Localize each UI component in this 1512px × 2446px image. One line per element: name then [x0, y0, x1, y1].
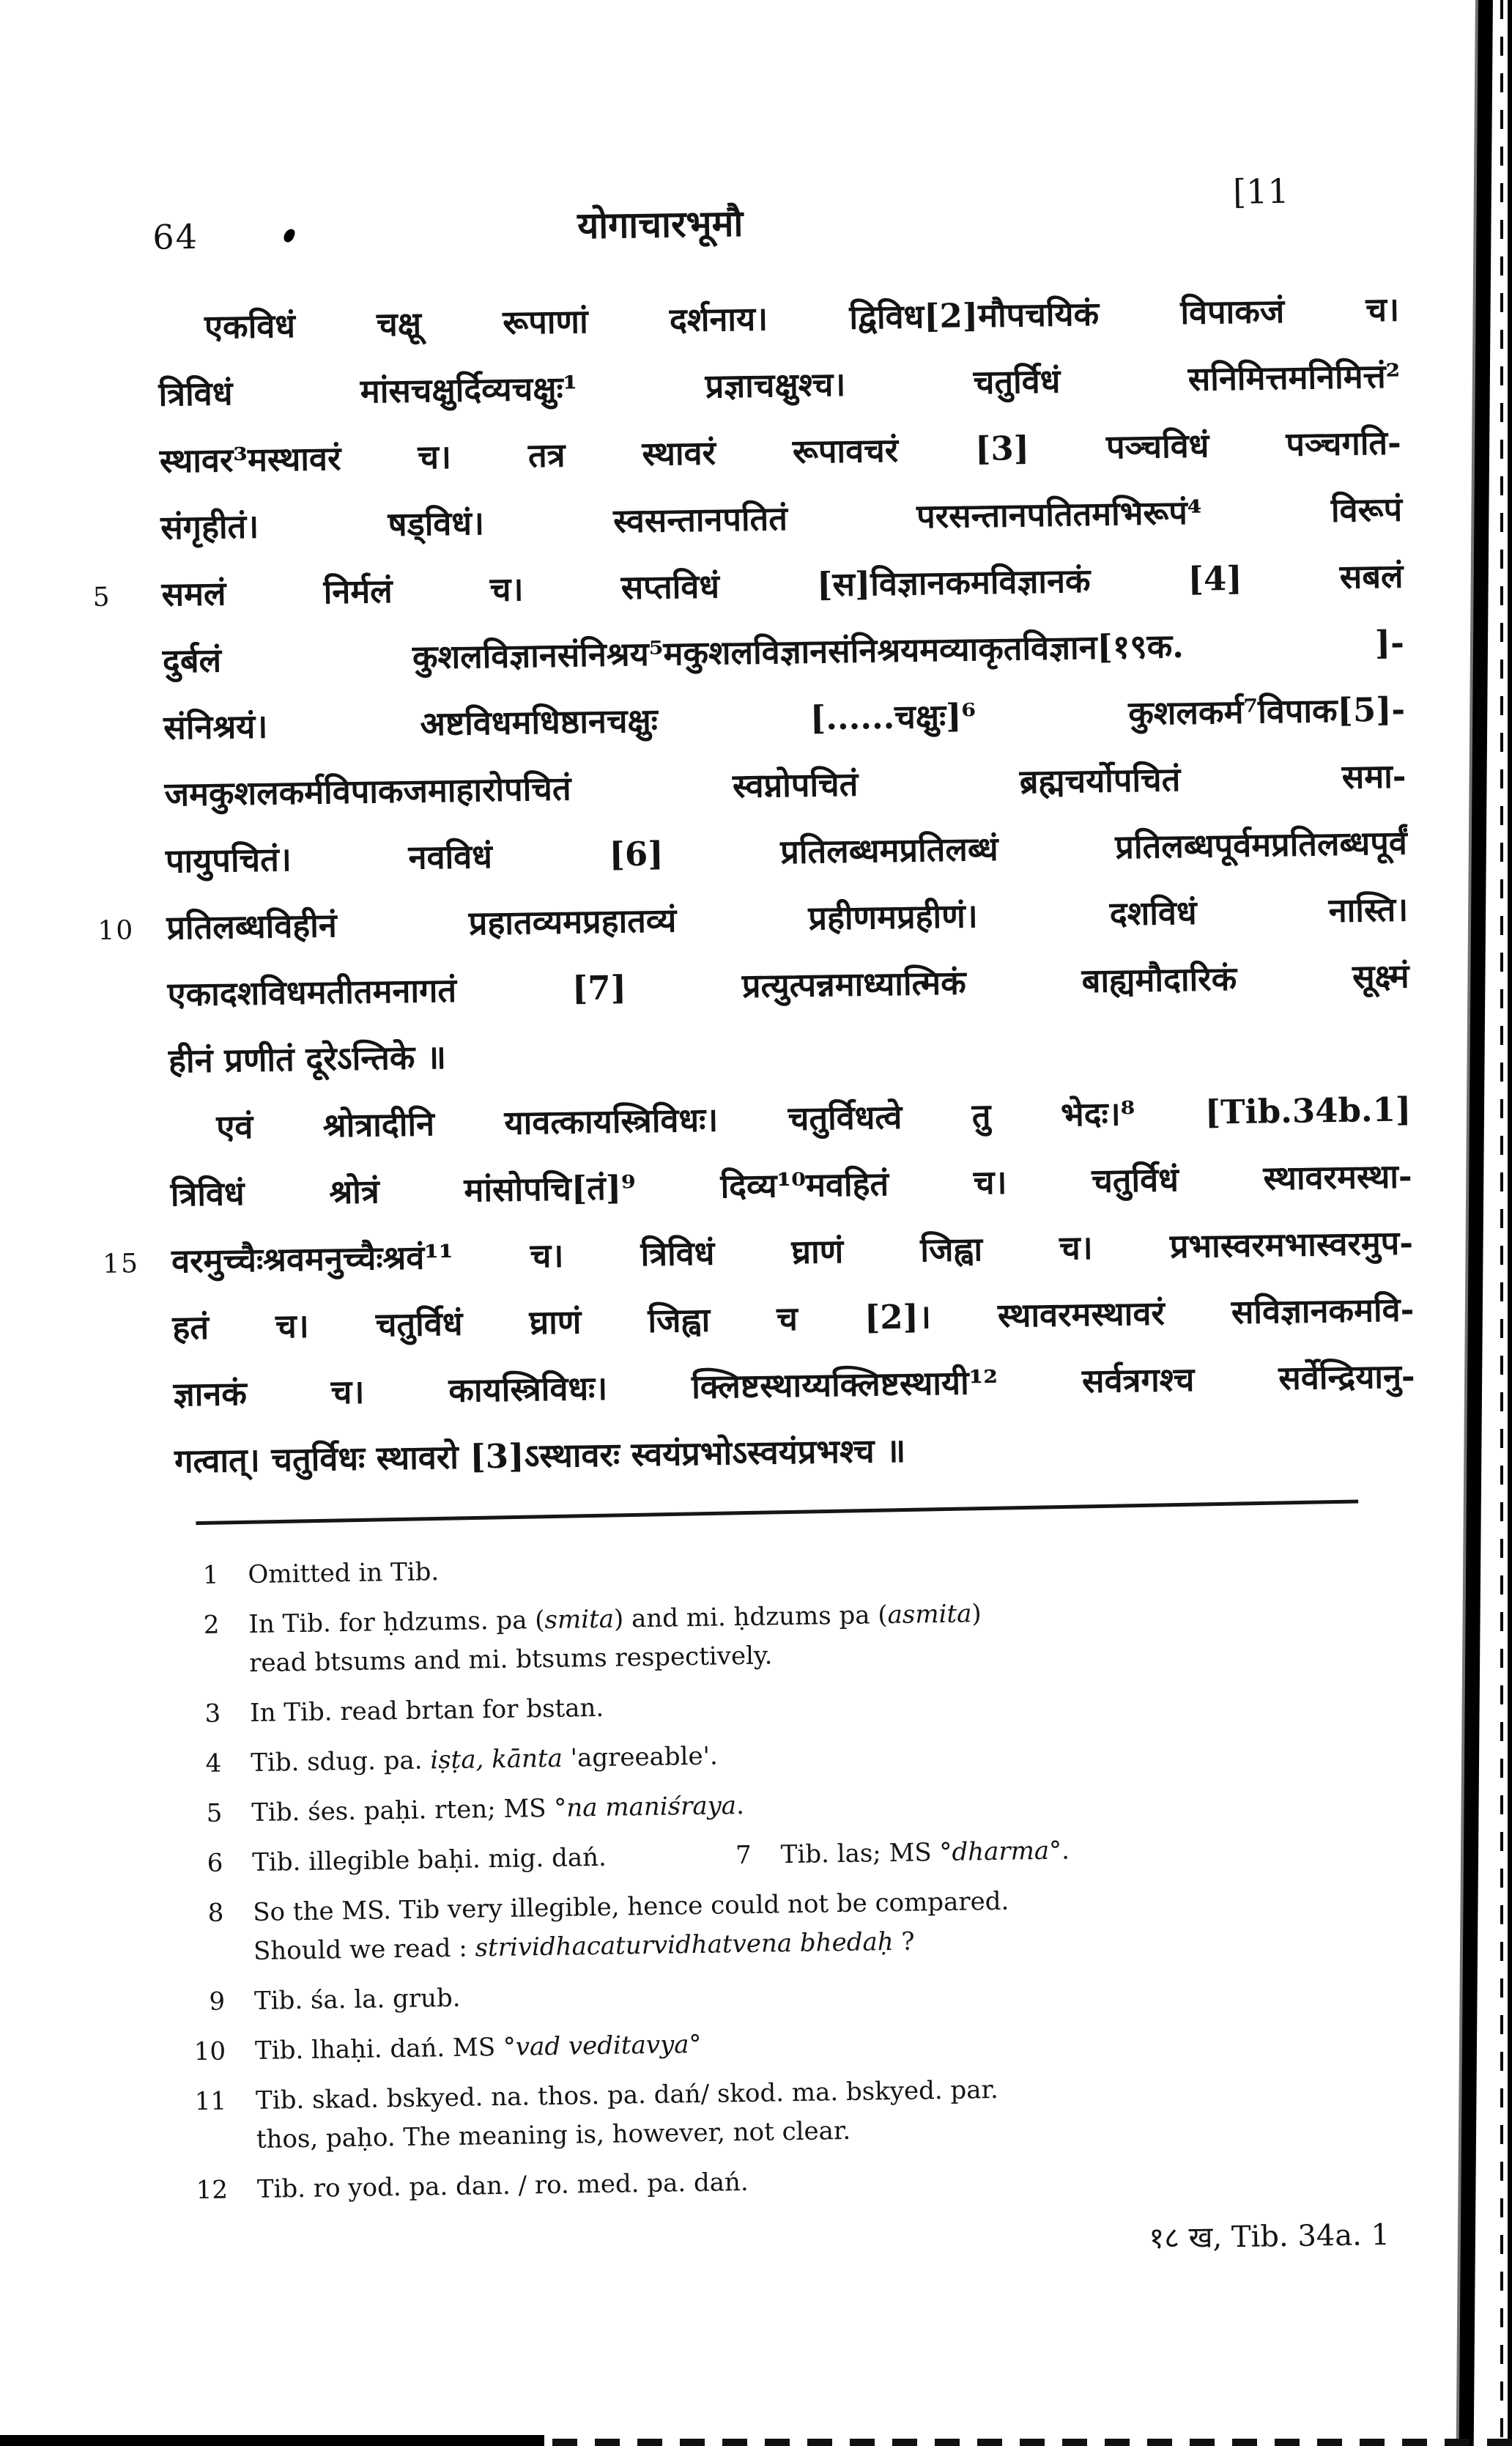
footnote-text-segment: ° — [689, 2030, 702, 2060]
footnote-text-segment: So the MS. Tib very illegible, hence could not be compared. — [253, 1886, 1009, 1928]
margin-line-number: 5 — [92, 582, 111, 613]
footnote-row — [178, 1677, 1420, 1734]
footnote-row — [177, 1588, 1419, 1684]
footnote-number: 10 — [193, 2036, 226, 2067]
footnote-row — [179, 1776, 1422, 1833]
footnote-row — [185, 2154, 1428, 2211]
footnote-rule — [196, 1499, 1358, 1525]
body-line-text: एवं श्रोत्रादीनि यावत्कायस्त्रिविधः। चतुर्विधत्वे तु भेदः।⁸ [Tib.34b.1] — [216, 1090, 1412, 1147]
footnote-text-segment: Tib. śa. la. grub. — [253, 1984, 461, 2017]
margin-line-number: 10 — [97, 915, 135, 946]
footnote-text-segment: ) — [971, 1599, 982, 1629]
footnote-text — [254, 1979, 461, 2021]
body-line-text: दुर्बलं कुशलविज्ञानसंनिश्रय⁵मकुशलविज्ञानसंनिश्रयमव्याकृतविज्ञान[१९क. ]- — [162, 623, 1405, 681]
body-line-text: स्थावर³मस्थावरं च। तत्र स्थावरं रूपावचरं [3] पञ्चविधं पञ्चगति- — [159, 423, 1402, 481]
running-head — [152, 171, 1398, 277]
footnote-row — [181, 1876, 1423, 1972]
footnote-number: 11 — [194, 2086, 227, 2117]
footnote-number: 3 — [204, 1699, 221, 1729]
footnote-text — [251, 1737, 718, 1783]
body-line-text: समलं निर्मलं च। सप्तविधं [स]विज्ञानकमविज्ञानकं [4] सबलं — [161, 556, 1404, 614]
scan-edge-dashed-line — [1500, 0, 1503, 2446]
footnote-row — [184, 2065, 1426, 2161]
footnote-text-segment: . — [735, 1791, 745, 1821]
footnote-text-italic: strividhacaturvidhatvena bhedaḥ — [475, 1927, 894, 1963]
footnote-text-segment: In Tib. for ḥdzums. pa ( — [248, 1606, 545, 1640]
footnotes-section — [176, 1538, 1427, 2210]
footnote-row — [182, 1965, 1425, 2022]
footnote-number: 7 — [735, 1841, 752, 1871]
footnote-text-italic: vad veditavya — [515, 2030, 689, 2062]
footnote-text-segment: Tib. ro yod. pa. dan. / ro. med. pa. dań. — [256, 2168, 749, 2205]
body-line-text: एकविधं चक्षू रूपाणां दर्शनाय। द्विविध[2]मौपचयिकं विपाकजं च। — [204, 289, 1400, 347]
footnote-text-segment: ? — [893, 1926, 915, 1957]
footnote-1 — [176, 1553, 439, 1595]
footnote-text — [780, 1832, 1070, 1875]
footnote-11 — [184, 2071, 999, 2161]
footnote-number: 4 — [205, 1748, 222, 1779]
body-line-text: गत्वात्। चतुर्विधः स्थावरो [3]ऽस्थावरः स्वयंप्रभोऽस्वयंप्रभश्च ॥ — [174, 1430, 906, 1481]
footnote-text — [251, 1787, 744, 1833]
footnote-text-segment: Tib. sdug. pa. — [250, 1745, 431, 1778]
footnote-number: 12 — [196, 2175, 229, 2206]
ink-speck — [282, 227, 296, 243]
body-line-text: संनिश्रयं। अष्टविधमधिष्ठानचक्षुः [......चक्षुः]⁶ कुशलकर्म⁷विपाक[5]- — [163, 690, 1406, 747]
footnote-text-segment: read btsums and mi. btsums respectively. — [248, 1641, 773, 1679]
footnote-text — [257, 2163, 749, 2209]
footnote-3 — [178, 1689, 604, 1734]
scan-edge-outer-line — [1508, 0, 1512, 2446]
body-line-text: संगृहीतं। षड्विधं। स्वसन्तानपतितं परसन्तानपतितमभिरूपं⁴ विरूपं — [160, 489, 1403, 547]
footnote-text-segment: Tib. illegible baḥi. mig. dań. — [251, 1842, 607, 1878]
footnote-text-segment: Tib. śes. paḥi. rten; MS ° — [251, 1793, 567, 1828]
margin-line-number: 15 — [102, 1249, 140, 1279]
footnote-text-italic: iṣṭa, kānta — [430, 1743, 563, 1776]
body-line-text: एकादशविधमतीतमनागतं [7] प्रत्युत्पन्नमाध्यात्मिकं बाह्यमौदारिकं सूक्ष्मं — [167, 956, 1409, 1014]
footnote-text-segment: 'agreeable'. — [562, 1741, 719, 1773]
footnote-text-segment: Tib. las; MS ° — [780, 1837, 952, 1870]
footnote-text-italic: dharma — [952, 1836, 1050, 1867]
footnote-text-italic: na maniśraya — [566, 1791, 737, 1823]
footnote-text — [256, 2071, 999, 2159]
footnote-9 — [182, 1979, 461, 2022]
footnote-text-segment: In Tib. read brtan for bstan. — [249, 1693, 604, 1729]
footnote-10 — [183, 2025, 702, 2072]
footnote-12 — [185, 2163, 749, 2210]
footnote-text-segment: ) and mi. ḥdzums pa ( — [613, 1600, 888, 1634]
body-line-text: प्रतिलब्धविहीनं प्रहातव्यमप्रहातव्यं प्रहीणमप्रहीणं। दशविधं नास्ति। — [166, 890, 1409, 947]
footnote-7 — [708, 1832, 1070, 1876]
page-content — [92, 171, 1428, 2272]
footnote-text — [248, 1553, 439, 1595]
footnote-number: 5 — [206, 1798, 223, 1829]
body-line-text: ज्ञानकं च। कायस्त्रिविधः। क्लिष्टस्थाय्यक्लिष्टस्थायी¹² सर्वत्रगश्च सर्वेन्द्रियानु- — [173, 1356, 1416, 1414]
body-line-text: त्रिविधं श्रोत्रं मांसोपचि[तं]⁹ दिव्य¹⁰मवहितं च। चतुर्विधं स्थावरमस्था- — [170, 1156, 1412, 1214]
footnote-text-segment: Tib. lhaḥi. dań. MS ° — [254, 2032, 516, 2066]
scan-bottom-strip-solid — [0, 2435, 544, 2446]
footnote-5 — [179, 1787, 744, 1833]
footnote-2 — [177, 1595, 982, 1684]
scan-gutter-band — [1459, 0, 1493, 2446]
body-line-text: पायुपचितं। नवविधं [6] प्रतिलब्धमप्रतिलब्धं प्रतिलब्धपूर्वमप्रतिलब्धपूर्वं — [165, 823, 1408, 881]
footnote-row — [176, 1538, 1418, 1595]
footnote-text — [250, 1689, 604, 1733]
footnote-row — [179, 1726, 1421, 1784]
body-line-text: हीनं प्रणीतं दूरेऽन्तिके ॥ — [168, 1037, 447, 1081]
footnote-text — [248, 1595, 982, 1683]
footnote-text — [252, 1839, 607, 1882]
body-line-text: जमकुशलकर्मविपाकजमाहारोपचितं स्वप्नोपचितं ब्रह्मचर्योपचितं समा- — [164, 756, 1407, 814]
footnote-text-segment: thos, paḥo. The meaning is, however, not clear. — [256, 2116, 851, 2155]
footnote-number: 8 — [207, 1898, 224, 1929]
footnote-row — [180, 1826, 1423, 1883]
footnote-8 — [181, 1882, 1010, 1973]
folio-note: १८ ख, Tib. 34a. 1 — [1149, 2218, 1390, 2256]
footnote-text-segment: Should we read : — [253, 1933, 475, 1967]
footnote-text — [255, 2025, 702, 2071]
footnote-text-segment: °. — [1048, 1836, 1070, 1866]
page-number: 64 — [152, 216, 199, 257]
footnote-text-segment: Omitted in Tib. — [248, 1557, 440, 1590]
footnote-number: 2 — [203, 1610, 220, 1640]
corner-mark: [11 — [1232, 171, 1290, 212]
footnote-number: 6 — [207, 1848, 223, 1879]
footnote-text — [253, 1882, 1010, 1971]
body-line-text: त्रिविधं मांसचक्षुर्दिव्यचक्षुः¹ प्रज्ञाचक्षुश्च। चतुर्विधं सनिमित्तमनिमित्तं² — [158, 356, 1401, 414]
footnote-row — [183, 2015, 1426, 2072]
running-title: योगाचारभूमौ — [577, 201, 744, 248]
footnote-4 — [179, 1737, 718, 1784]
footnote-number: 1 — [202, 1560, 219, 1590]
footnote-6 — [180, 1839, 607, 1884]
body-line-text: हतं च। चतुर्विधं घ्राणं जिह्वा च [2]। स्थावरमस्थावरं सविज्ञानकमवि- — [172, 1290, 1415, 1348]
body-line-text: वरमुच्चैःश्रवमनुच्चैःश्रवं¹¹ च। त्रिविधं घ्राणं जिह्वा च। प्रभास्वरमभास्वरमुप- — [171, 1223, 1414, 1281]
footnote-text-italic: smita — [544, 1604, 615, 1636]
footnote-number: 9 — [209, 1987, 226, 2017]
footnote-text-italic: asmita — [887, 1599, 972, 1630]
footnote-text-segment: Tib. skad. bskyed. na. thos. pa. dań/ skod. ma. bskyed. par. — [255, 2075, 999, 2116]
sanskrit-body-text — [92, 287, 1417, 1505]
